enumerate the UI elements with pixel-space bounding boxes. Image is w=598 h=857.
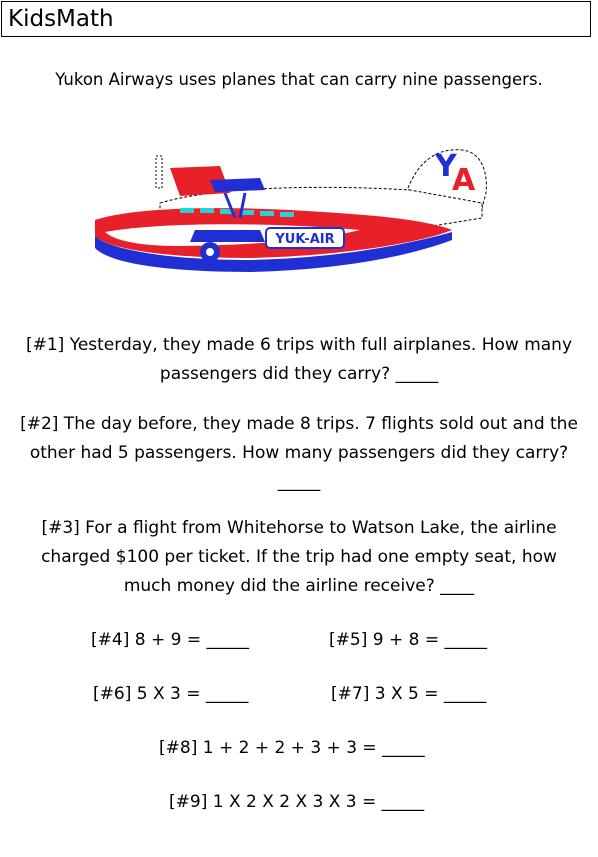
seaplane-illustration [90, 148, 490, 278]
question-2: [#2] The day before, they made 8 trips. 7 flights sold out and the other had 5 passengers. How many passengers did they carry? _____ [20, 414, 578, 492]
intro-text: Yukon Airways uses planes that can carry nine passengers. [55, 70, 543, 89]
fuselage-logo: YUK-AIR [275, 232, 335, 247]
question-1: [#1] Yesterday, they made 6 trips with full airplanes. How many passengers did they carry? _____ [25, 335, 573, 384]
svg-text:A: A [452, 163, 476, 198]
question-6: [#6] 5 X 3 = _____ [93, 684, 249, 704]
site-title: KidsMath [8, 6, 114, 32]
question-8: [#8] 1 + 2 + 2 + 3 + 3 = _____ [159, 738, 425, 758]
question-7: [#7] 3 X 5 = _____ [331, 684, 487, 704]
question-4: [#4] 8 + 9 = _____ [91, 630, 249, 650]
header-box [1, 1, 591, 37]
question-9: [#9] 1 X 2 X 2 X 3 X 3 = _____ [169, 792, 425, 812]
question-3: [#3] For a flight from Whitehorse to Watson Lake, the airline charged $100 per ticket. If the trip had one empty seat, how much money did the airline receive? ____ [41, 518, 557, 596]
svg-text:Y: Y [435, 149, 457, 184]
question-5: [#5] 9 + 8 = _____ [329, 630, 487, 650]
